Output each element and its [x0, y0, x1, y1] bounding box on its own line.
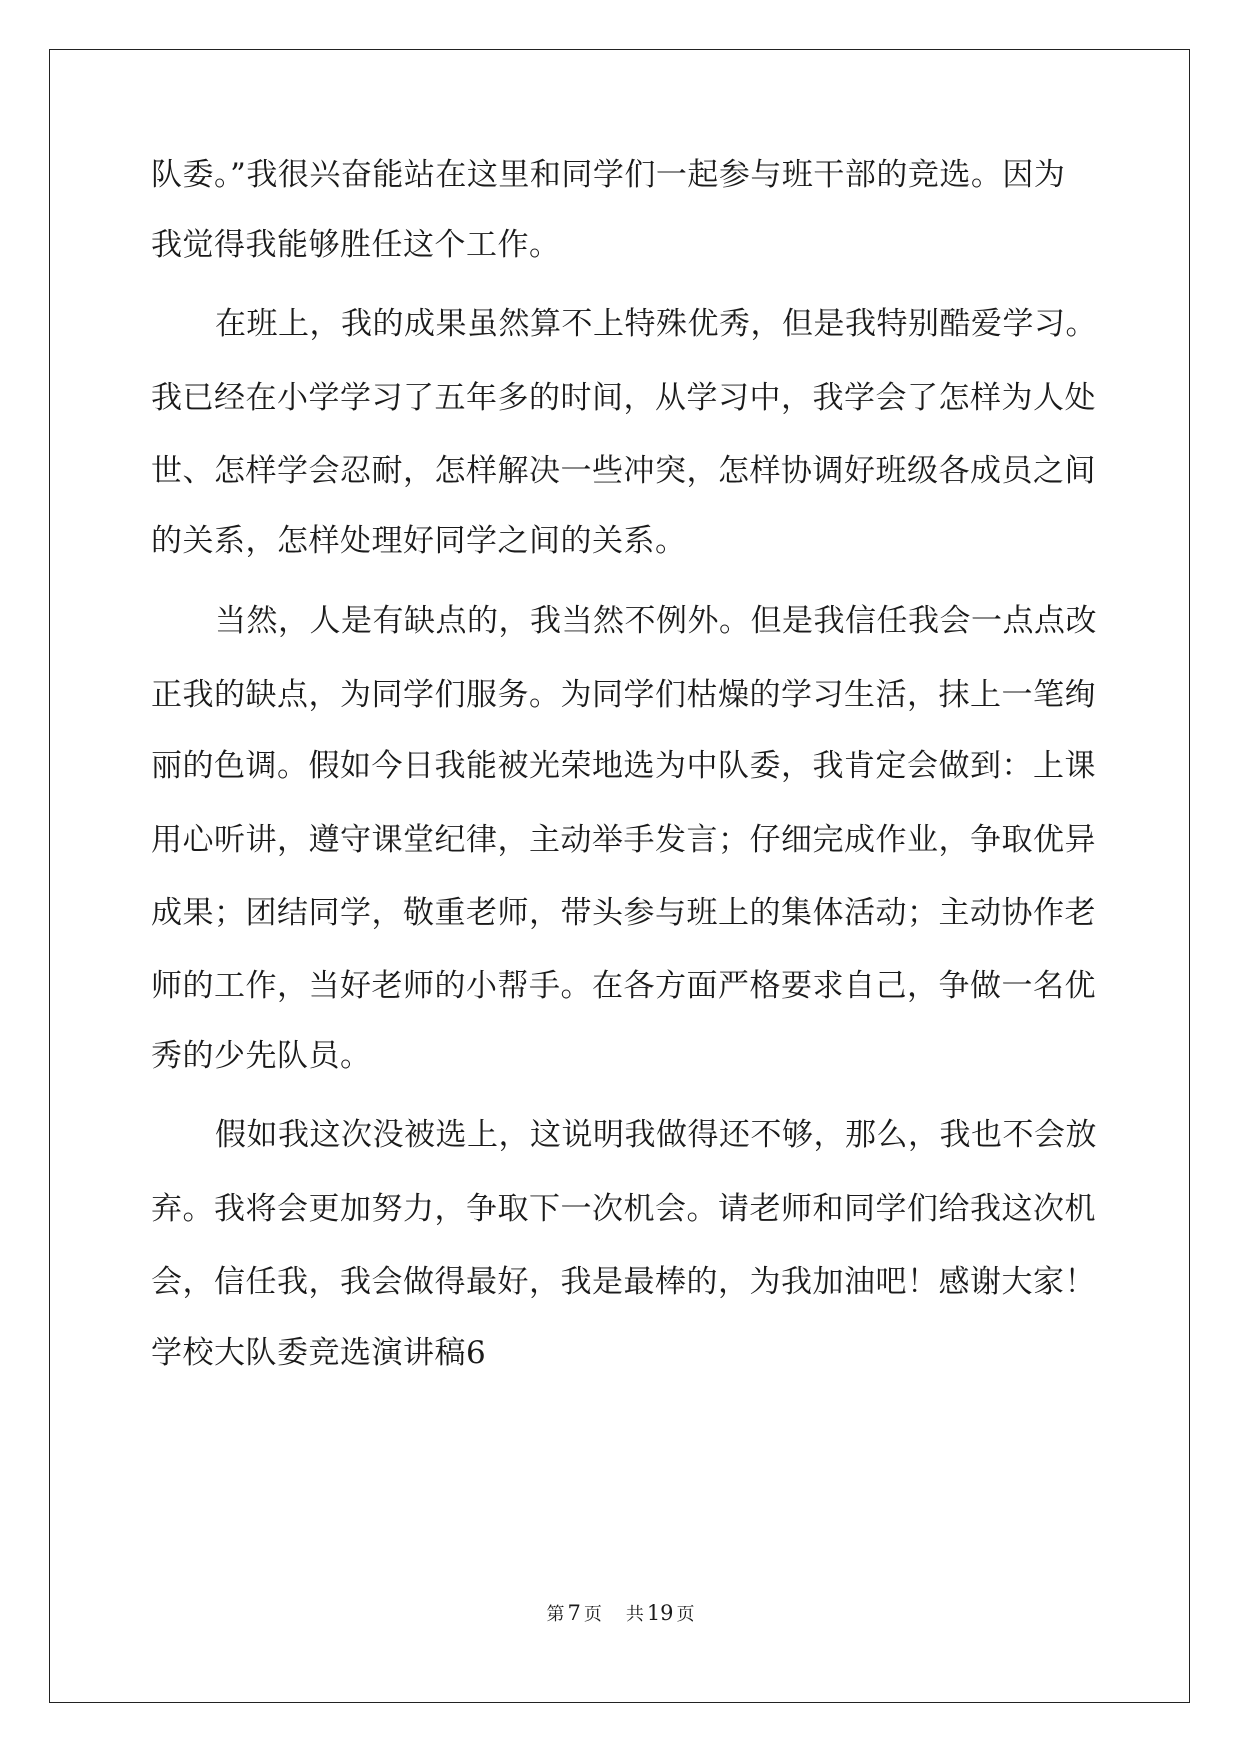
total-suffix: 页 [676, 1604, 695, 1625]
text-line: 队委。”我很兴奋能站在这里和同学们一起参与班干部的竞选。因为 [151, 157, 1066, 193]
text-line: 弃。我将会更加努力，争取下一次机会。请老师和同学们给我这次机 [151, 1191, 1096, 1227]
text-line: 成果；团结同学，敬重老师，带头参与班上的集体活动；主动协作老 [151, 895, 1096, 931]
page-footer [0, 1601, 1241, 1627]
paragraph-start-line: 在班上，我的成果虽然算不上特殊优秀，但是我特别酷爱学习。 [215, 306, 1097, 342]
page-suffix: 页 [583, 1604, 602, 1625]
text-line: 用心听讲，遵守课堂纪律，主动举手发言；仔细完成作业，争取优异 [151, 822, 1096, 858]
text-line: 正我的缺点，为同学们服务。为同学们枯燥的学习生活，抹上一笔绚 [151, 677, 1096, 713]
paragraph-start-line: 假如我这次没被选上，这说明我做得还不够，那么，我也不会放 [215, 1117, 1097, 1153]
text-line: 会，信任我，我会做得最好，我是最棒的，为我加油吧！感谢大家！ [151, 1264, 1096, 1300]
text-line: 世、怎样学会忍耐，怎样解决一些冲突，怎样协调好班级各成员之间 [151, 453, 1096, 489]
paragraph-start-line: 当然，人是有缺点的，我当然不例外。但是我信任我会一点点改 [215, 603, 1097, 639]
section-heading: 学校大队委竞选演讲稿6 [151, 1335, 487, 1371]
text-line: 我已经在小学学习了五年多的时间，从学习中，我学会了怎样为人处 [151, 380, 1096, 416]
text-line: 师的工作，当好老师的小帮手。在各方面严格要求自己，争做一名优 [151, 968, 1096, 1004]
total-pages: 19 [646, 1601, 674, 1625]
page-border [49, 49, 1190, 1703]
text-line: 我觉得我能够胜任这个工作。 [151, 227, 561, 263]
total-prefix: 共 [625, 1604, 644, 1625]
text-line: 的关系，怎样处理好同学之间的关系。 [151, 523, 687, 559]
text-line: 秀的少先队员。 [151, 1038, 372, 1074]
text-line: 丽的色调。假如今日我能被光荣地选为中队委，我肯定会做到：上课 [151, 748, 1096, 784]
page-prefix: 第 [546, 1604, 565, 1625]
page-number: 7 [567, 1601, 581, 1625]
